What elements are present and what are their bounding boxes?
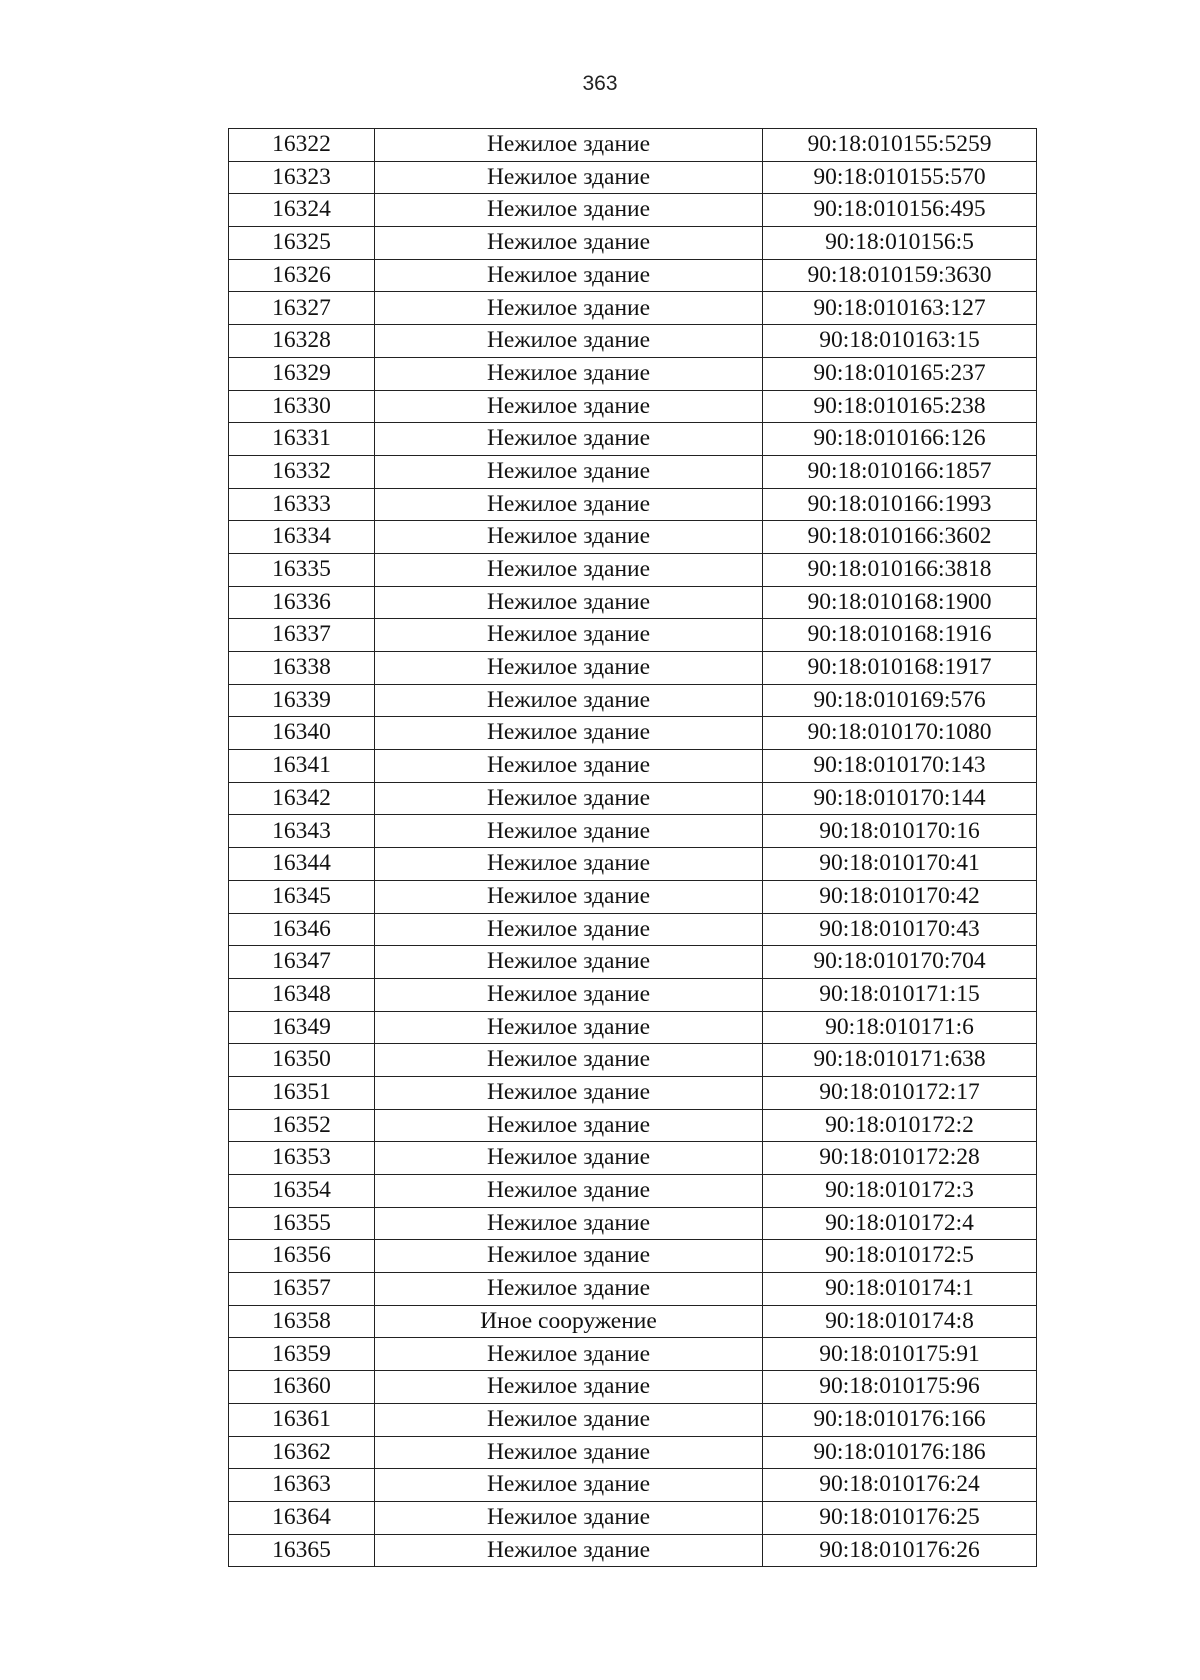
- object-type-cell: Нежилое здание: [375, 455, 763, 488]
- object-type-cell: Нежилое здание: [375, 586, 763, 619]
- table-row: [229, 684, 1037, 717]
- row-number-cell: 16365: [229, 1534, 375, 1567]
- cadastral-number-cell: 90:18:010176:24: [763, 1469, 1037, 1502]
- cadastral-number-cell: 90:18:010166:1993: [763, 488, 1037, 521]
- table-row: [229, 782, 1037, 815]
- object-type-cell: Нежилое здание: [375, 1044, 763, 1077]
- table-row: [229, 750, 1037, 783]
- cadastral-number-cell: 90:18:010175:96: [763, 1371, 1037, 1404]
- table-row: [229, 978, 1037, 1011]
- table-row: [229, 1175, 1037, 1208]
- row-number-cell: 16362: [229, 1436, 375, 1469]
- cadastral-number-cell: 90:18:010170:41: [763, 848, 1037, 881]
- cadastral-number-cell: 90:18:010156:495: [763, 194, 1037, 227]
- table-row: [229, 1403, 1037, 1436]
- row-number-cell: 16327: [229, 292, 375, 325]
- cadastral-number-cell: 90:18:010176:166: [763, 1403, 1037, 1436]
- row-number-cell: 16359: [229, 1338, 375, 1371]
- row-number-cell: 16339: [229, 684, 375, 717]
- cadastral-number-cell: 90:18:010166:1857: [763, 455, 1037, 488]
- row-number-cell: 16351: [229, 1076, 375, 1109]
- table-row: [229, 1207, 1037, 1240]
- row-number-cell: 16347: [229, 946, 375, 979]
- table-row: [229, 913, 1037, 946]
- table-row: [229, 1501, 1037, 1534]
- table-row: [229, 815, 1037, 848]
- object-type-cell: Нежилое здание: [375, 848, 763, 881]
- object-type-cell: Нежилое здание: [375, 684, 763, 717]
- row-number-cell: 16350: [229, 1044, 375, 1077]
- object-type-cell: Нежилое здание: [375, 1175, 763, 1208]
- table-row: [229, 1273, 1037, 1306]
- row-number-cell: 16352: [229, 1109, 375, 1142]
- table-row: [229, 423, 1037, 456]
- cadastral-number-cell: 90:18:010172:17: [763, 1076, 1037, 1109]
- table-row: [229, 586, 1037, 619]
- table-row: [229, 619, 1037, 652]
- cadastral-number-cell: 90:18:010156:5: [763, 227, 1037, 260]
- object-type-cell: Нежилое здание: [375, 1207, 763, 1240]
- row-number-cell: 16337: [229, 619, 375, 652]
- registry-table-body: [229, 129, 1037, 1567]
- object-type-cell: Нежилое здание: [375, 1142, 763, 1175]
- row-number-cell: 16360: [229, 1371, 375, 1404]
- object-type-cell: Нежилое здание: [375, 1011, 763, 1044]
- object-type-cell: Нежилое здание: [375, 325, 763, 358]
- cadastral-number-cell: 90:18:010172:4: [763, 1207, 1037, 1240]
- cadastral-number-cell: 90:18:010155:570: [763, 161, 1037, 194]
- page-number: 363: [582, 72, 618, 95]
- row-number-cell: 16355: [229, 1207, 375, 1240]
- row-number-cell: 16340: [229, 717, 375, 750]
- table-row: [229, 848, 1037, 881]
- object-type-cell: Нежилое здание: [375, 750, 763, 783]
- row-number-cell: 16333: [229, 488, 375, 521]
- object-type-cell: Нежилое здание: [375, 161, 763, 194]
- row-number-cell: 16344: [229, 848, 375, 881]
- cadastral-number-cell: 90:18:010155:5259: [763, 129, 1037, 162]
- cadastral-number-cell: 90:18:010166:3818: [763, 553, 1037, 586]
- object-type-cell: Нежилое здание: [375, 1273, 763, 1306]
- cadastral-number-cell: 90:18:010159:3630: [763, 259, 1037, 292]
- cadastral-number-cell: 90:18:010170:1080: [763, 717, 1037, 750]
- cadastral-number-cell: 90:18:010163:127: [763, 292, 1037, 325]
- cadastral-number-cell: 90:18:010175:91: [763, 1338, 1037, 1371]
- row-number-cell: 16358: [229, 1305, 375, 1338]
- row-number-cell: 16332: [229, 455, 375, 488]
- table-row: [229, 652, 1037, 685]
- object-type-cell: Нежилое здание: [375, 1109, 763, 1142]
- row-number-cell: 16334: [229, 521, 375, 554]
- table-row: [229, 1011, 1037, 1044]
- object-type-cell: Нежилое здание: [375, 1501, 763, 1534]
- cadastral-number-cell: 90:18:010168:1917: [763, 652, 1037, 685]
- object-type-cell: Нежилое здание: [375, 1534, 763, 1567]
- row-number-cell: 16349: [229, 1011, 375, 1044]
- row-number-cell: 16341: [229, 750, 375, 783]
- table-row: [229, 880, 1037, 913]
- row-number-cell: 16354: [229, 1175, 375, 1208]
- row-number-cell: 16364: [229, 1501, 375, 1534]
- object-type-cell: Нежилое здание: [375, 488, 763, 521]
- row-number-cell: 16361: [229, 1403, 375, 1436]
- row-number-cell: 16343: [229, 815, 375, 848]
- row-number-cell: 16356: [229, 1240, 375, 1273]
- table-row: [229, 129, 1037, 162]
- table-row: [229, 717, 1037, 750]
- object-type-cell: Нежилое здание: [375, 913, 763, 946]
- cadastral-number-cell: 90:18:010172:3: [763, 1175, 1037, 1208]
- object-type-cell: Нежилое здание: [375, 815, 763, 848]
- row-number-cell: 16326: [229, 259, 375, 292]
- cadastral-number-cell: 90:18:010176:186: [763, 1436, 1037, 1469]
- table-row: [229, 1469, 1037, 1502]
- object-type-cell: Нежилое здание: [375, 1403, 763, 1436]
- table-row: [229, 1240, 1037, 1273]
- cadastral-number-cell: 90:18:010165:238: [763, 390, 1037, 423]
- cadastral-number-cell: 90:18:010170:42: [763, 880, 1037, 913]
- object-type-cell: Нежилое здание: [375, 423, 763, 456]
- object-type-cell: Нежилое здание: [375, 782, 763, 815]
- cadastral-number-cell: 90:18:010168:1900: [763, 586, 1037, 619]
- table-row: [229, 1534, 1037, 1567]
- object-type-cell: Нежилое здание: [375, 129, 763, 162]
- object-type-cell: Нежилое здание: [375, 390, 763, 423]
- table-row: [229, 1142, 1037, 1175]
- row-number-cell: 16325: [229, 227, 375, 260]
- cadastral-number-cell: 90:18:010170:43: [763, 913, 1037, 946]
- cadastral-number-cell: 90:18:010168:1916: [763, 619, 1037, 652]
- object-type-cell: Нежилое здание: [375, 880, 763, 913]
- cadastral-number-cell: 90:18:010171:15: [763, 978, 1037, 1011]
- cadastral-number-cell: 90:18:010165:237: [763, 357, 1037, 390]
- table-row: [229, 194, 1037, 227]
- cadastral-number-cell: 90:18:010163:15: [763, 325, 1037, 358]
- object-type-cell: Нежилое здание: [375, 1469, 763, 1502]
- row-number-cell: 16357: [229, 1273, 375, 1306]
- row-number-cell: 16348: [229, 978, 375, 1011]
- row-number-cell: 16335: [229, 553, 375, 586]
- object-type-cell: Нежилое здание: [375, 946, 763, 979]
- object-type-cell: Нежилое здание: [375, 717, 763, 750]
- table-row: [229, 1044, 1037, 1077]
- row-number-cell: 16363: [229, 1469, 375, 1502]
- row-number-cell: 16353: [229, 1142, 375, 1175]
- table-row: [229, 1338, 1037, 1371]
- cadastral-number-cell: 90:18:010174:8: [763, 1305, 1037, 1338]
- cadastral-number-cell: 90:18:010169:576: [763, 684, 1037, 717]
- table-row: [229, 1436, 1037, 1469]
- object-type-cell: Нежилое здание: [375, 292, 763, 325]
- cadastral-number-cell: 90:18:010170:704: [763, 946, 1037, 979]
- row-number-cell: 16331: [229, 423, 375, 456]
- object-type-cell: Нежилое здание: [375, 357, 763, 390]
- cadastral-number-cell: 90:18:010171:638: [763, 1044, 1037, 1077]
- registry-table: [228, 128, 1037, 1567]
- cadastral-number-cell: 90:18:010172:5: [763, 1240, 1037, 1273]
- row-number-cell: 16330: [229, 390, 375, 423]
- table-row: [229, 325, 1037, 358]
- row-number-cell: 16322: [229, 129, 375, 162]
- cadastral-number-cell: 90:18:010174:1: [763, 1273, 1037, 1306]
- table-row: [229, 521, 1037, 554]
- cadastral-number-cell: 90:18:010172:2: [763, 1109, 1037, 1142]
- row-number-cell: 16336: [229, 586, 375, 619]
- object-type-cell: Нежилое здание: [375, 1338, 763, 1371]
- cadastral-number-cell: 90:18:010170:16: [763, 815, 1037, 848]
- table-row: [229, 1305, 1037, 1338]
- cadastral-number-cell: 90:18:010172:28: [763, 1142, 1037, 1175]
- object-type-cell: Нежилое здание: [375, 553, 763, 586]
- object-type-cell: Нежилое здание: [375, 1240, 763, 1273]
- cadastral-number-cell: 90:18:010166:126: [763, 423, 1037, 456]
- object-type-cell: Нежилое здание: [375, 652, 763, 685]
- table-row: [229, 455, 1037, 488]
- table-row: [229, 946, 1037, 979]
- table-row: [229, 292, 1037, 325]
- table-row: [229, 357, 1037, 390]
- table-row: [229, 161, 1037, 194]
- object-type-cell: Нежилое здание: [375, 1436, 763, 1469]
- cadastral-number-cell: 90:18:010171:6: [763, 1011, 1037, 1044]
- row-number-cell: 16346: [229, 913, 375, 946]
- object-type-cell: Нежилое здание: [375, 1076, 763, 1109]
- object-type-cell: Нежилое здание: [375, 521, 763, 554]
- object-type-cell: Нежилое здание: [375, 619, 763, 652]
- table-row: [229, 390, 1037, 423]
- cadastral-number-cell: 90:18:010166:3602: [763, 521, 1037, 554]
- object-type-cell: Иное сооружение: [375, 1305, 763, 1338]
- row-number-cell: 16329: [229, 357, 375, 390]
- cadastral-number-cell: 90:18:010176:25: [763, 1501, 1037, 1534]
- row-number-cell: 16345: [229, 880, 375, 913]
- object-type-cell: Нежилое здание: [375, 194, 763, 227]
- object-type-cell: Нежилое здание: [375, 227, 763, 260]
- table-row: [229, 1371, 1037, 1404]
- row-number-cell: 16328: [229, 325, 375, 358]
- table-row: [229, 553, 1037, 586]
- row-number-cell: 16338: [229, 652, 375, 685]
- table-row: [229, 259, 1037, 292]
- object-type-cell: Нежилое здание: [375, 978, 763, 1011]
- table-row: [229, 227, 1037, 260]
- row-number-cell: 16323: [229, 161, 375, 194]
- cadastral-number-cell: 90:18:010170:144: [763, 782, 1037, 815]
- row-number-cell: 16324: [229, 194, 375, 227]
- object-type-cell: Нежилое здание: [375, 259, 763, 292]
- cadastral-number-cell: 90:18:010170:143: [763, 750, 1037, 783]
- object-type-cell: Нежилое здание: [375, 1371, 763, 1404]
- row-number-cell: 16342: [229, 782, 375, 815]
- cadastral-number-cell: 90:18:010176:26: [763, 1534, 1037, 1567]
- table-row: [229, 1076, 1037, 1109]
- table-row: [229, 488, 1037, 521]
- table-row: [229, 1109, 1037, 1142]
